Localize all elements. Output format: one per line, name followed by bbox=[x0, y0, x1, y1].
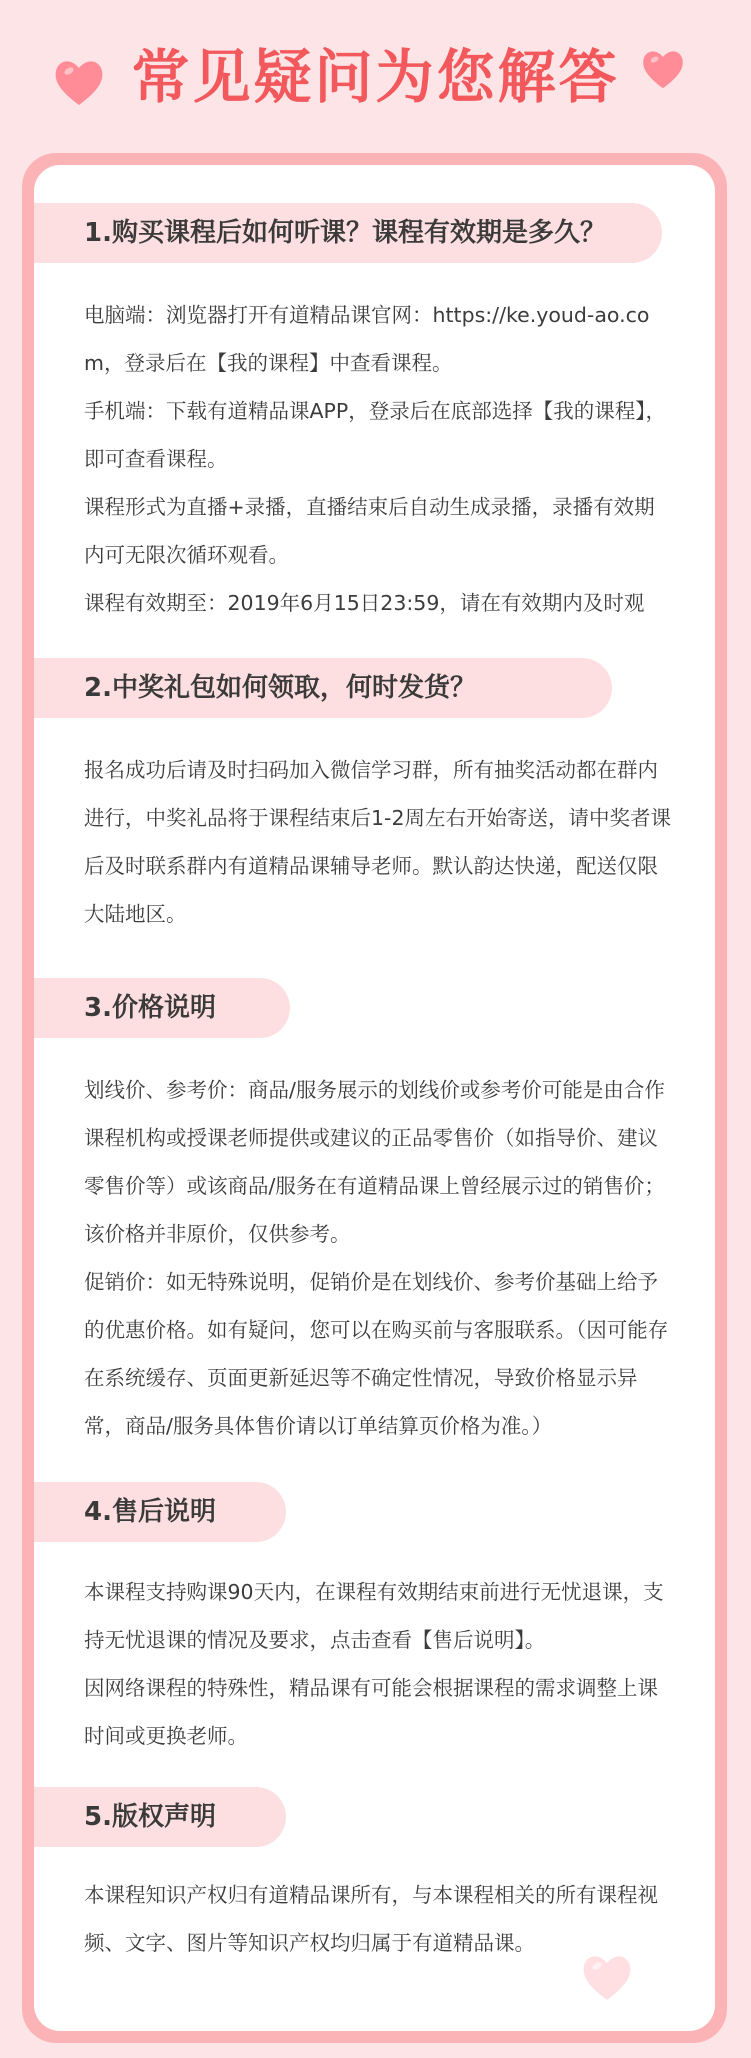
paragraph: 本课程支持购课90天内，在课程有效期结束前进行无忧退课，支持无忧退课的情况及要求，点击查看【售后说明】。 bbox=[84, 1580, 664, 1652]
section-body-price bbox=[84, 1066, 672, 1450]
paragraph: 因网络课程的特殊性，精品课有可能会根据课程的需求调整上课时间或更换老师。 bbox=[84, 1676, 658, 1748]
paragraph: 本课程知识产权归有道精品课所有，与本课程相关的所有课程视频、文字、图片等知识产权均归属于有道精品课。 bbox=[84, 1883, 658, 1955]
paragraph: 报名成功后请及时扫码加入微信学习群，所有抽奖活动都在群内进行，中奖礼品将于课程结束后1-2周左右开始寄送，请中奖者课后及时联系群内有道精品课辅导老师。默认韵达快递，配送仅限大陆地区。 bbox=[84, 758, 671, 926]
section-heading-after-sales: 4.售后说明 bbox=[34, 1482, 286, 1542]
paragraph: 促销价：如无特殊说明，促销价是在划线价、参考价基础上给予的优惠价格。如有疑问，您可以在购买前与客服联系。（因可能存在系统缓存、页面更新延迟等不确定性情况，导致价格显示异常，商品/服务具体售价请以订单结算页价格为准。） bbox=[84, 1270, 669, 1438]
paragraph: 手机端：下载有道精品课APP，登录后在底部选择【我的课程】，即可查看课程。 bbox=[84, 399, 666, 471]
paragraph: 课程有效期至：2019年6月15日23:59，请在有效期内及时观 bbox=[84, 591, 645, 615]
paragraph: 电脑端：浏览器打开有道精品课官网：https://ke.youd-ao.com，登录后在【我的课程】中查看课程。 bbox=[84, 303, 650, 375]
section-heading-course-access: 1.购买课程后如何听课？课程有效期是多久？ bbox=[34, 203, 662, 263]
section-body-course-access bbox=[84, 291, 672, 627]
page-header bbox=[0, 0, 751, 150]
section-heading-prize: 2.中奖礼包如何领取，何时发货？ bbox=[34, 658, 612, 718]
heart-icon bbox=[640, 46, 686, 90]
paragraph: 课程形式为直播+录播，直播结束后自动生成录播，录播有效期内可无限次循环观看。 bbox=[84, 495, 655, 567]
section-body-prize bbox=[84, 746, 672, 938]
section-heading-price: 3.价格说明 bbox=[34, 978, 290, 1038]
section-body-after-sales bbox=[84, 1568, 672, 1760]
section-heading-copyright: 5.版权声明 bbox=[34, 1787, 286, 1847]
page-title: 常见疑问为您解答 bbox=[131, 43, 620, 111]
paragraph: 划线价、参考价：商品/服务展示的划线价或参考价可能是由合作课程机构或授课老师提供或建议的正品零售价（如指导价、建议零售价等）或该商品/服务在有道精品课上曾经展示过的销售价；该价格并非原价，仅供参考。 bbox=[84, 1078, 665, 1246]
heart-icon bbox=[580, 1950, 634, 2002]
